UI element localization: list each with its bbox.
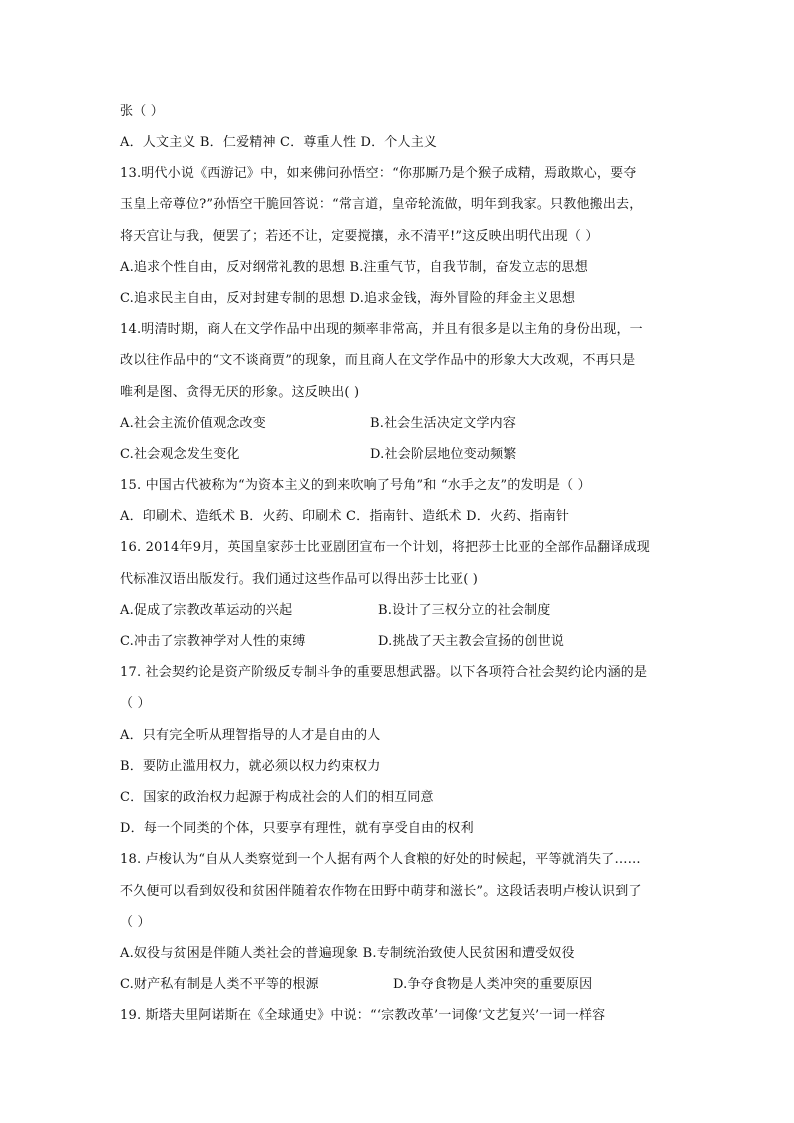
text-line: C.社会观念发生变化 [120, 447, 240, 462]
text-line: 15. 中国古代被称为“为资本主义的到来吹响了号角”和 “水手之友”的发明是（ ） [120, 478, 591, 493]
text-line: 张（ ） [120, 104, 164, 119]
text-line: A.促成了宗教改革运动的兴起 [120, 603, 293, 618]
text-line: C.冲击了宗教神学对人性的束缚 [120, 634, 306, 649]
text-line: 改以往作品中的“文不谈商贾”的现象，而且商人在文学作品中的形象大大改观，不再只是 [120, 353, 636, 368]
text-line: B.社会生活决定文学内容 [370, 416, 517, 431]
text-line: A.奴役与贫困是伴随人类社会的普遍现象 B.专制统治致使人民贫困和遭受奴役 [120, 946, 575, 961]
text-line: 唯利是图、贪得无厌的形象。这反映出( ) [120, 385, 360, 400]
text-line: D.争夺食物是人类冲突的重要原因 [393, 977, 593, 992]
text-line: 将天宫让与我，便罢了；若还不让，定要搅攘，永不清平!”这反映出明代出现（ ） [120, 229, 599, 244]
text-line: 玉皇上帝尊位?”孙悟空干脆回答说：“常言道，皇帝轮流做，明年到我家。只教他搬出去， [120, 197, 643, 212]
text-line: C.追求民主自由，反对封建专制的思想 D.追求金钱，海外冒险的拜金主义思想 [120, 291, 576, 306]
text-line: A.追求个性自由，反对纲常礼教的思想 B.注重气节，自我节制，奋发立志的思想 [120, 260, 588, 275]
text-line: B．要防止滥用权力，就必须以权力约束权力 [120, 759, 381, 774]
text-line: A．人文主义 B．仁爱精神 C．尊重人性 D．个人主义 [120, 135, 438, 150]
text-line: A．印刷术、造纸术 B．火药、印刷术 C．指南针、造纸术 D．火药、指南针 [120, 509, 570, 524]
text-line: （ ） [120, 696, 151, 711]
text-line: 不久便可以看到奴役和贫困伴随着农作物在田野中萌芽和滋长”。这段话表明卢梭认识到了 [120, 884, 642, 899]
text-line: 17. 社会契约论是资产阶级反专制斗争的重要思想武器。以下各项符合社会契约论内涵的是 [120, 665, 648, 680]
text-line: 18. 卢梭认为“自从人类察觉到一个人据有两个人食粮的好处的时候起，平等就消失了…… [120, 852, 641, 867]
text-line: 16. 2014年9月，英国皇家莎士比亚剧团宣布一个计划，将把莎士比亚的全部作品翻译成现 [120, 540, 650, 555]
text-line: C.财产私有制是人类不平等的根源 [120, 977, 319, 992]
text-line: （ ） [120, 915, 151, 930]
text-line: B.设计了三权分立的社会制度 [378, 603, 551, 618]
text-line: 14.明清时期，商人在文学作品中出现的频率非常高，并且有很多是以主角的身份出现，一 [120, 322, 643, 337]
text-line: D.挑战了天主教会宣扬的创世说 [378, 634, 565, 649]
text-line: 19. 斯塔夫里阿诺斯在《全球通史》中说：“‘宗教改革’一词像‘文艺复兴’一词一样容 [120, 1008, 606, 1023]
text-line: A．只有完全听从理智指导的人才是自由的人 [120, 728, 381, 743]
text-line: A.社会主流价值观念改变 [120, 416, 266, 431]
text-line: D.社会阶层地位变动频繁 [370, 447, 517, 462]
text-line: 13.明代小说《西游记》中，如来佛问孙悟空：“你那厮乃是个猴子成精，焉敢欺心，要夺 [120, 166, 637, 181]
text-line: D．每一个同类的个体，只要享有理性，就有享受自由的权利 [120, 821, 474, 836]
text-line: 代标准汉语出版发行。我们通过这些作品可以得出莎士比亚( ) [120, 572, 479, 587]
text-line: C．国家的政治权力起源于构成社会的人们的相互同意 [120, 790, 434, 805]
